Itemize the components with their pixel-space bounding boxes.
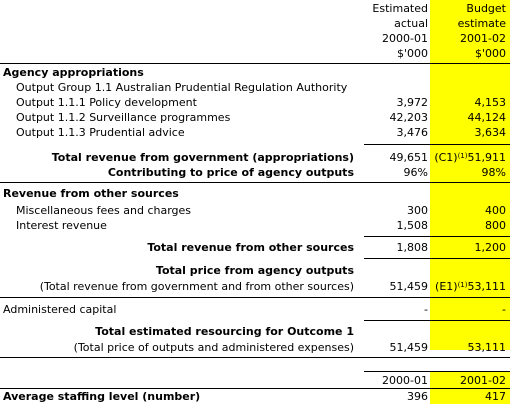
table-row — [0, 110, 510, 125]
header-row-4 — [0, 46, 510, 61]
col1-header-line2: actual — [394, 17, 428, 30]
budget-value: 53,111 — [467, 341, 506, 354]
subtotal-divider — [364, 320, 510, 321]
total-row — [0, 263, 510, 278]
row-label: Administered capital — [3, 303, 117, 316]
col1-header-line4: $'000 — [396, 47, 428, 60]
header-row-3 — [0, 31, 510, 46]
total-row — [0, 240, 510, 255]
col1-header-line3: 2000-01 — [382, 32, 428, 45]
contribution-row — [0, 165, 510, 180]
group-row — [0, 80, 510, 95]
budget-value: 1,200 — [474, 241, 506, 254]
subtotal-divider — [364, 144, 510, 145]
total-row-sub — [0, 340, 510, 355]
budget-value: 417 — [485, 390, 506, 403]
other-sources-heading: Revenue from other sources — [3, 187, 179, 200]
budget-value: 800 — [485, 219, 506, 232]
col2-header-line2: estimate — [457, 17, 506, 30]
total-other-label: Total revenue from other sources — [147, 241, 354, 254]
total-price-label: Total price from agency outputs — [155, 264, 354, 277]
staffing-top-divider — [364, 371, 510, 372]
row-label: Output 1.1.1 Policy development — [16, 96, 197, 109]
table-row — [0, 95, 510, 110]
staffing-label: Average staffing level (number) — [3, 390, 201, 403]
staffing-year-actual: 2000-01 — [382, 374, 428, 387]
actual-value: 3,476 — [396, 126, 428, 139]
output-group-label: Output Group 1.1 Australian Prudential Regulation Authority — [16, 81, 348, 94]
staffing-year-budget: 2001-02 — [460, 374, 506, 387]
total-government-label: Total revenue from government (appropriations) — [51, 151, 354, 164]
staffing-years-row — [0, 373, 510, 388]
section-heading — [0, 186, 510, 201]
col2-header-line1: Budget — [466, 2, 506, 15]
budget-value: $(E1)^{(1)}53,111$ — [435, 280, 506, 293]
budget-value: 98% — [481, 166, 506, 179]
actual-value: 42,203 — [389, 111, 428, 124]
subtotal-divider — [364, 236, 510, 237]
budget-value: - — [502, 303, 506, 316]
actual-value: 300 — [407, 204, 428, 217]
total-row — [0, 324, 510, 339]
contribution-label: Contributing to price of agency outputs — [107, 166, 354, 179]
header-row-1 — [0, 1, 510, 16]
actual-value: 1,508 — [396, 219, 428, 232]
row-label: Interest revenue — [16, 219, 107, 232]
header-row-2 — [0, 16, 510, 31]
agency-appropriations-heading: Agency appropriations — [3, 66, 144, 79]
table-row — [0, 203, 510, 218]
staffing-row — [0, 389, 510, 404]
actual-value: 3,972 — [396, 96, 428, 109]
table-row — [0, 125, 510, 140]
actual-value: 51,459 — [389, 280, 428, 293]
col2-header-line4: $'000 — [474, 47, 506, 60]
actual-value: 49,651 — [389, 151, 428, 164]
budget-value: 3,634 — [474, 126, 506, 139]
subtotal-divider — [364, 258, 510, 259]
actual-value: 51,459 — [389, 341, 428, 354]
total-row — [0, 150, 510, 165]
section-divider — [0, 357, 510, 358]
actual-value: 396 — [407, 390, 428, 403]
col1-header-line1: Estimated — [372, 2, 428, 15]
total-price-sublabel: (Total revenue from government and from other sources) — [39, 280, 354, 293]
table-row — [0, 302, 510, 317]
budget-value: $(C1)^{(1)}51,911$ — [434, 151, 506, 164]
row-label: Miscellaneous fees and charges — [16, 204, 192, 217]
actual-value: 1,808 — [396, 241, 428, 254]
table-row — [0, 218, 510, 233]
section-divider — [0, 297, 510, 298]
budget-value: 44,124 — [467, 111, 506, 124]
row-label: Output 1.1.2 Surveillance programmes — [16, 111, 231, 124]
actual-value: 96% — [403, 166, 428, 179]
header-divider — [0, 63, 510, 64]
budget-value: 400 — [485, 204, 506, 217]
actual-value: - — [424, 303, 428, 316]
row-label: Output 1.1.3 Prudential advice — [16, 126, 185, 139]
budget-value: 4,153 — [474, 96, 506, 109]
total-resourcing-sublabel: (Total price of outputs and administered expenses) — [73, 341, 354, 354]
section-divider — [0, 182, 510, 183]
col2-header-line3: 2001-02 — [460, 32, 506, 45]
total-row-sub — [0, 279, 510, 294]
total-resourcing-label: Total estimated resourcing for Outcome 1 — [95, 325, 354, 338]
section-heading — [0, 65, 510, 80]
